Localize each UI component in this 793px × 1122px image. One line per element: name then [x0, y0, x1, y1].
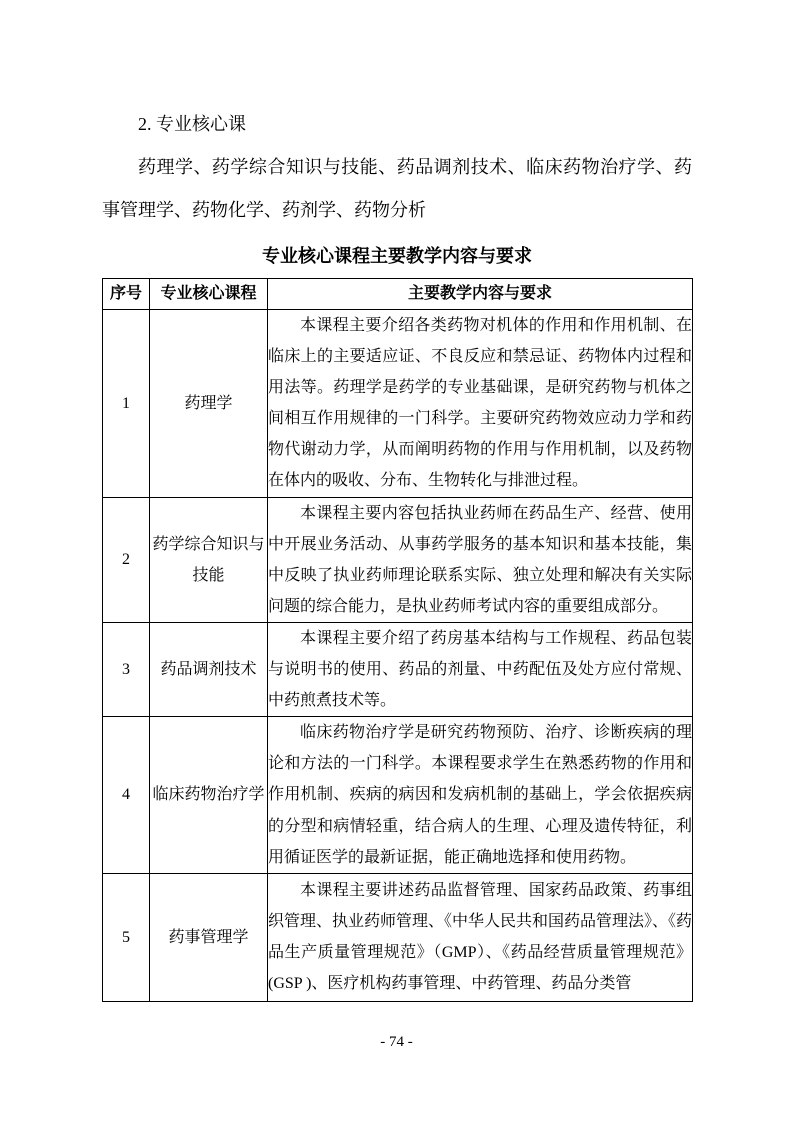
cell-row-number: 5	[103, 873, 150, 1001]
cell-course-name: 药理学	[150, 310, 268, 498]
table-title: 专业核心课程主要教学内容与要求	[262, 246, 532, 266]
header-cell-content: 主要教学内容与要求	[268, 279, 693, 310]
header-cell-course: 专业核心课程	[150, 279, 268, 310]
cell-course-name: 药事管理学	[150, 873, 268, 1001]
page-number: - 74 -	[380, 1034, 413, 1050]
section-heading: 2. 专业核心课	[138, 114, 246, 134]
course-content-text: 本课程主要介绍了药房基本结构与工作规程、药品包装与说明书的使用、药品的剂量、中药配伍及处方应付常规、中药煎煮技术等。	[268, 629, 692, 710]
page-content	[102, 0, 692, 1002]
cell-row-number: 3	[103, 622, 150, 716]
cell-course-content	[268, 873, 693, 1001]
courses-table	[102, 278, 693, 1002]
cell-row-number: 1	[103, 310, 150, 498]
table-row	[103, 622, 693, 716]
cell-course-content	[268, 717, 693, 873]
table-row	[103, 497, 693, 622]
cell-course-name: 药学综合知识与技能	[150, 497, 268, 622]
course-content-text: 临床药物治疗学是研究药物预防、治疗、诊断疾病的理论和方法的一门科学。本课程要求学生在熟悉药物的作用和作用机制、疾病的病因和发病机制的基础上，学会依据疾病的分型和病情轻重，结合病人的生理、心理及遗传特征，利用循证医学的最新证据，能正确地选择和使用药物。	[268, 724, 692, 866]
intro-paragraph: 药理学、药学综合知识与技能、药品调剂技术、临床药物治疗学、药事管理学、药物化学、药剂学、药物分析	[102, 157, 692, 220]
cell-course-content	[268, 497, 693, 622]
course-content-text: 本课程主要介绍各类药物对机体的作用和作用机制、在临床上的主要适应证、不良反应和禁忌证、药物体内过程和用法等。药理学是药学的专业基础课，是研究药物与机体之间相互作用规律的一门科学。主要研究药物效应动力学和药物代谢动力学，从而阐明药物的作用与作用机制，以及药物在体内的吸收、分布、生物转化与排泄过程。	[268, 317, 692, 490]
cell-course-content	[268, 310, 693, 498]
cell-row-number: 4	[103, 717, 150, 873]
course-content-text: 本课程主要讲述药品监督管理、国家药品政策、药事组织管理、执业药师管理、《中华人民共和国药品管理法》、《药品生产质量管理规范》（GMP）、《药品经营质量管理规范》(GSP )、医疗机构药事管理、中药管理、药品分类管	[268, 882, 693, 993]
table-header-row	[103, 279, 693, 310]
cell-course-name: 药品调剂技术	[150, 622, 268, 716]
cell-row-number: 2	[103, 497, 150, 622]
header-cell-no: 序号	[103, 279, 150, 310]
cell-course-name: 临床药物治疗学	[150, 717, 268, 873]
table-row	[103, 873, 693, 1001]
cell-course-content	[268, 622, 693, 716]
table-row	[103, 310, 693, 498]
course-content-text: 本课程主要内容包括执业药师在药品生产、经营、使用中开展业务活动、从事药学服务的基本知识和基本技能，集中反映了执业药师理论联系实际、独立处理和解决有关实际问题的综合能力，是执业药师考试内容的重要组成部分。	[268, 504, 692, 615]
table-row	[103, 717, 693, 873]
